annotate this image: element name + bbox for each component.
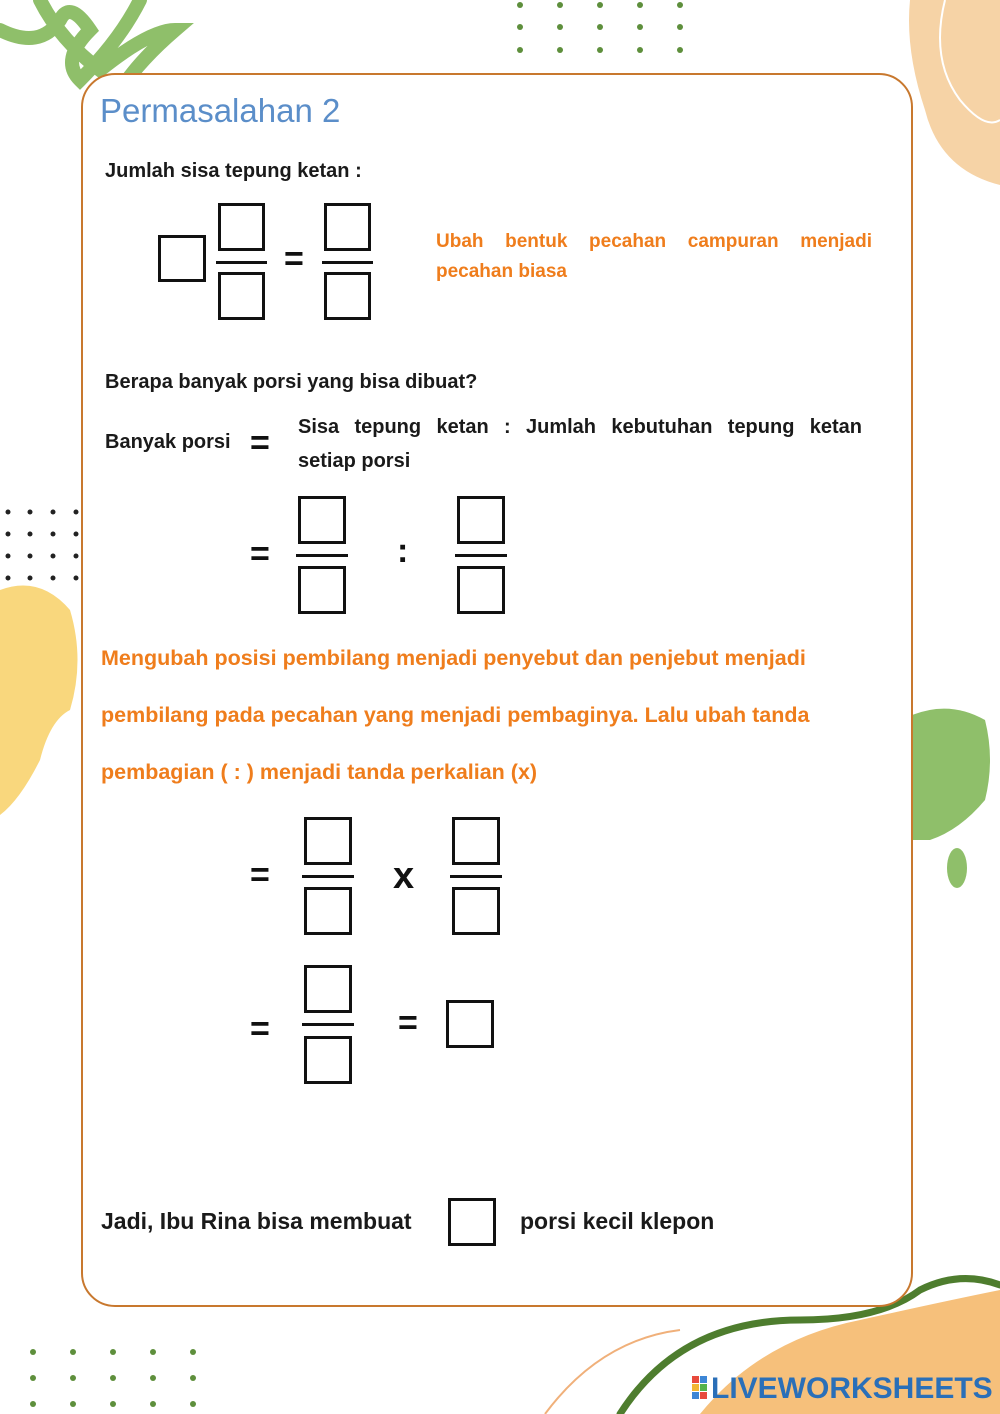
- convert-hint-line1: Ubah bentuk pecahan campuran menjadi: [436, 231, 872, 252]
- instruction-line1: Mengubah posisi pembilang menjadi penyebut dan penjebut menjadi: [101, 646, 806, 670]
- fraction-bar: [302, 875, 354, 878]
- fraction-bar: [455, 554, 507, 557]
- instruction-line3: pembagian ( : ) menjadi tanda perkalian (x): [101, 760, 538, 784]
- divide-sign: :: [397, 532, 409, 570]
- liveworksheets-watermark: LIVEWORKSHEETS: [711, 1372, 993, 1405]
- mixed-denominator-input[interactable]: [218, 272, 265, 320]
- portion-lhs-label: Banyak porsi: [105, 431, 231, 453]
- liveworksheets-logo-icon: [692, 1376, 708, 1406]
- flour-remaining-label: Jumlah sisa tepung ketan :: [105, 160, 362, 182]
- formula-line1: Sisa tepung ketan : Jumlah kebutuhan tepung ketan: [298, 416, 862, 438]
- multiply-denominator1-input[interactable]: [304, 887, 352, 935]
- whole-number-input[interactable]: [158, 235, 206, 282]
- multiply-numerator2-input[interactable]: [452, 817, 500, 865]
- division-numerator2-input[interactable]: [457, 496, 505, 544]
- fraction-bar: [216, 261, 267, 264]
- equals-sign: =: [250, 1010, 270, 1048]
- conclusion-suffix: porsi kecil klepon: [520, 1208, 715, 1234]
- fraction-bar: [322, 261, 373, 264]
- multiply-denominator2-input[interactable]: [452, 887, 500, 935]
- times-sign: x: [393, 855, 415, 897]
- conclusion-prefix: Jadi, Ibu Rina bisa membuat: [101, 1208, 412, 1234]
- division-numerator1-input[interactable]: [298, 496, 346, 544]
- portion-question: Berapa banyak porsi yang bisa dibuat?: [105, 371, 478, 393]
- equals-sign: =: [284, 240, 304, 278]
- dot-grid-top: [517, 2, 683, 53]
- improper-denominator-input[interactable]: [324, 272, 371, 320]
- equals-sign: =: [398, 1004, 418, 1042]
- equals-sign: =: [250, 535, 270, 573]
- equals-sign: =: [250, 424, 270, 462]
- result-denominator-input[interactable]: [304, 1036, 352, 1084]
- fraction-bar: [296, 554, 348, 557]
- convert-hint-line2: pecahan biasa: [436, 261, 567, 282]
- result-numerator-input[interactable]: [304, 965, 352, 1013]
- dot-grid-bottom: [30, 1349, 196, 1407]
- mixed-numerator-input[interactable]: [218, 203, 265, 251]
- division-denominator2-input[interactable]: [457, 566, 505, 614]
- fraction-bar: [450, 875, 502, 878]
- improper-numerator-input[interactable]: [324, 203, 371, 251]
- instruction-line2: pembilang pada pecahan yang menjadi pembaginya. Lalu ubah tanda: [101, 703, 810, 727]
- equals-sign: =: [250, 856, 270, 894]
- portion-answer-input[interactable]: [448, 1198, 496, 1246]
- multiply-numerator1-input[interactable]: [304, 817, 352, 865]
- page-title: Permasalahan 2: [100, 92, 341, 129]
- formula-line2: setiap porsi: [298, 450, 411, 472]
- dot-grid-left: [6, 510, 79, 581]
- division-denominator1-input[interactable]: [298, 566, 346, 614]
- fraction-bar: [302, 1023, 354, 1026]
- final-result-input[interactable]: [446, 1000, 494, 1048]
